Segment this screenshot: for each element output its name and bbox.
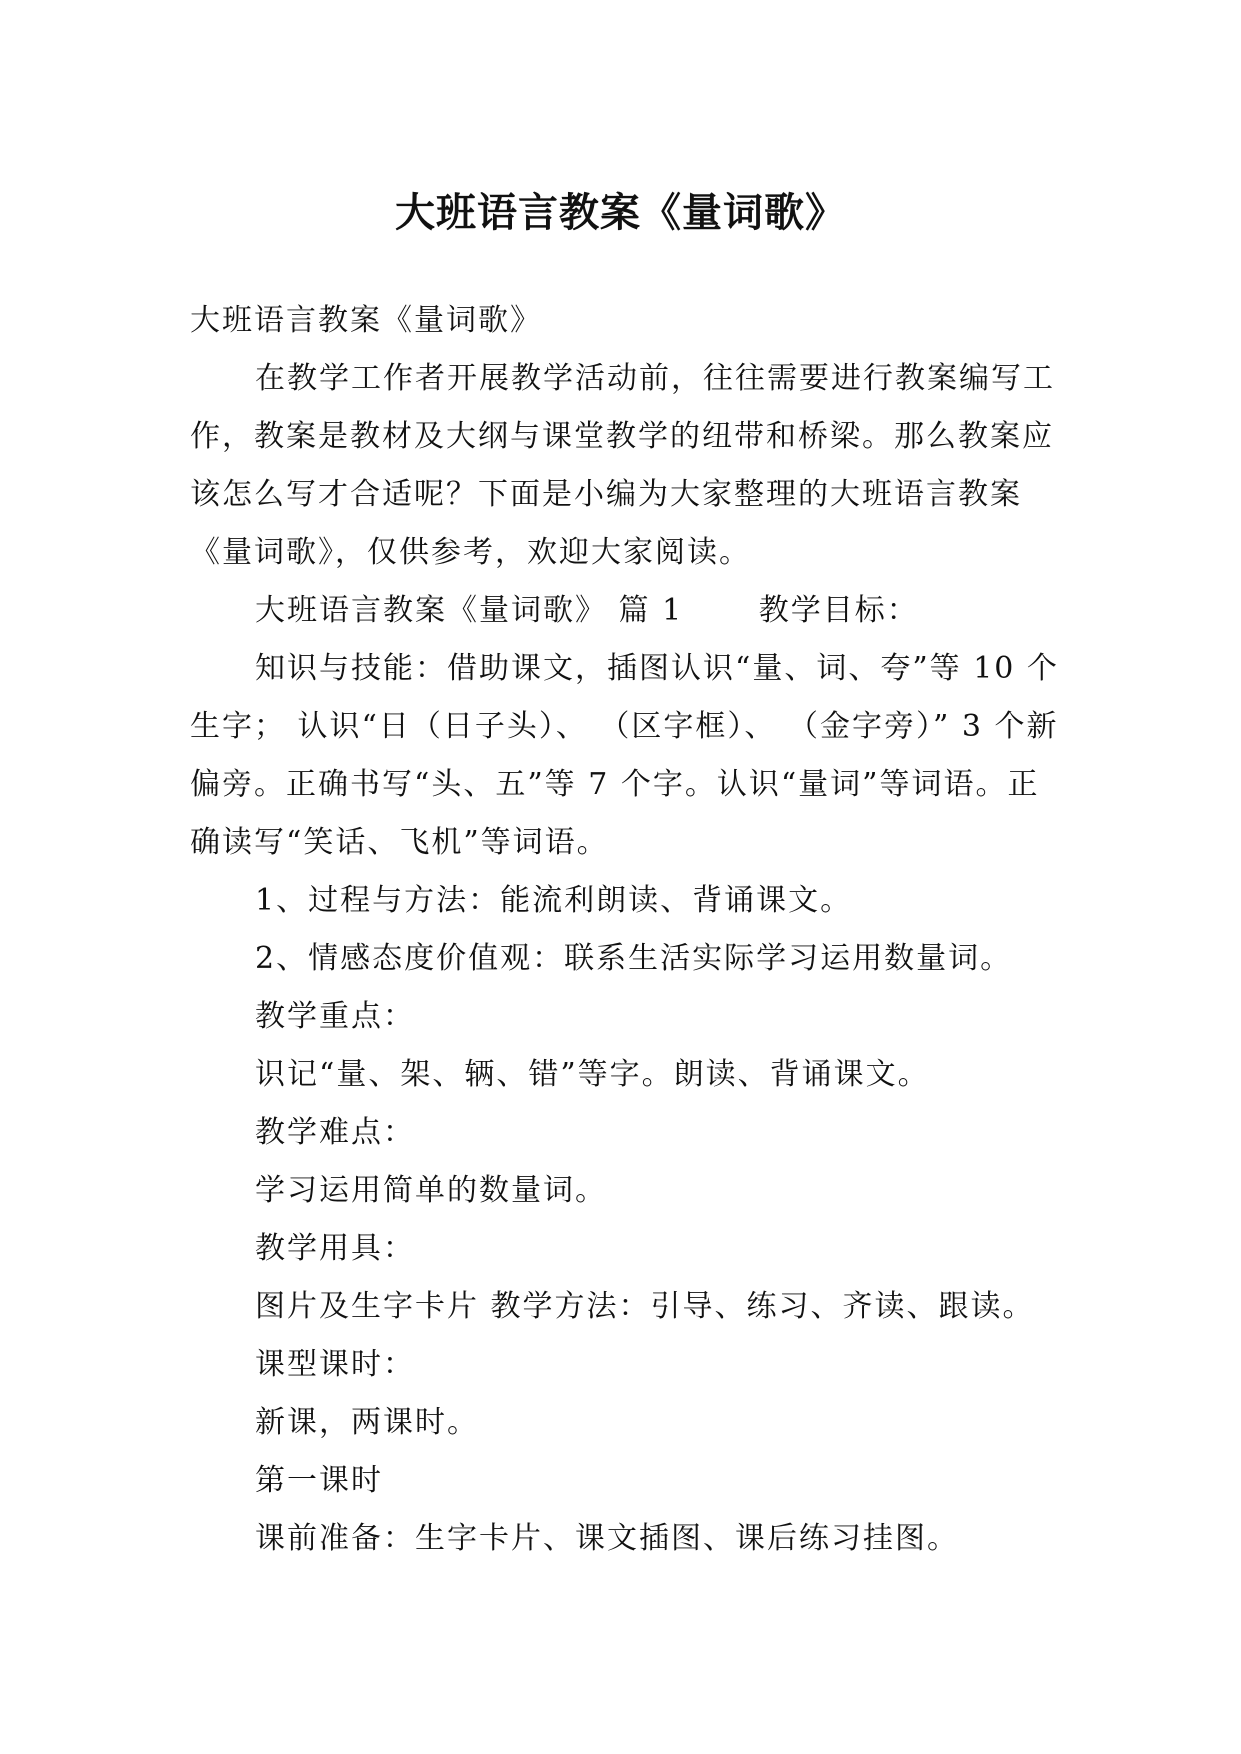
- paragraph-process-method: 1、过程与方法：能流利朗读、背诵课文。: [255, 883, 853, 918]
- paragraph-tools: 图片及生字卡片 教学方法：引导、练习、齐读、跟读。: [255, 1289, 1035, 1324]
- paragraph-tools-label: 教学用具：: [255, 1231, 415, 1266]
- paragraph-section-heading: 大班语言教案《量词歌》 篇 1 教学目标：: [255, 593, 919, 628]
- document-title: 大班语言教案《量词歌》: [395, 189, 846, 236]
- paragraph-lesson-type: 新课，两课时。: [255, 1405, 479, 1440]
- paragraph-difficulties: 学习运用简单的数量词。: [255, 1173, 607, 1208]
- paragraph-key-points-label: 教学重点：: [255, 999, 415, 1034]
- paragraph-key-points: 识记“量、架、辆、错”等字。朗读、背诵课文。: [255, 1057, 930, 1092]
- paragraph-intro: 在教学工作者开展教学活动前，往往需要进行教案编写工作，教案是教材及大纲与课堂教学的纽带和桥梁。那么教案应该怎么写才合适呢？下面是小编为大家整理的大班语言教案《量词歌》，仅供参考，欢迎大家阅读。: [190, 361, 1055, 570]
- paragraph-lesson-type-label: 课型课时：: [255, 1347, 415, 1382]
- paragraph-difficulties-label: 教学难点：: [255, 1115, 415, 1150]
- paragraph-emotion-values: 2、情感态度价值观：联系生活实际学习运用数量词。: [255, 941, 1013, 976]
- paragraph-preparation: 课前准备：生字卡片、课文插图、课后练习挂图。: [255, 1521, 959, 1556]
- paragraph-knowledge-skills: 知识与技能：借助课文，插图认识“量、词、夸”等 10 个生字； 认识“日（日子头）、 （区字框）、 （金字旁）” 3 个新偏旁。正确书写“头、五”等 7 个字。认识“量词”等词语。正确读写“笑话、飞机”等词语。: [190, 651, 1059, 860]
- document-body: [190, 292, 1068, 1568]
- paragraph-first-lesson: 第一课时: [255, 1463, 383, 1498]
- paragraph-heading: 大班语言教案《量词歌》: [190, 303, 542, 338]
